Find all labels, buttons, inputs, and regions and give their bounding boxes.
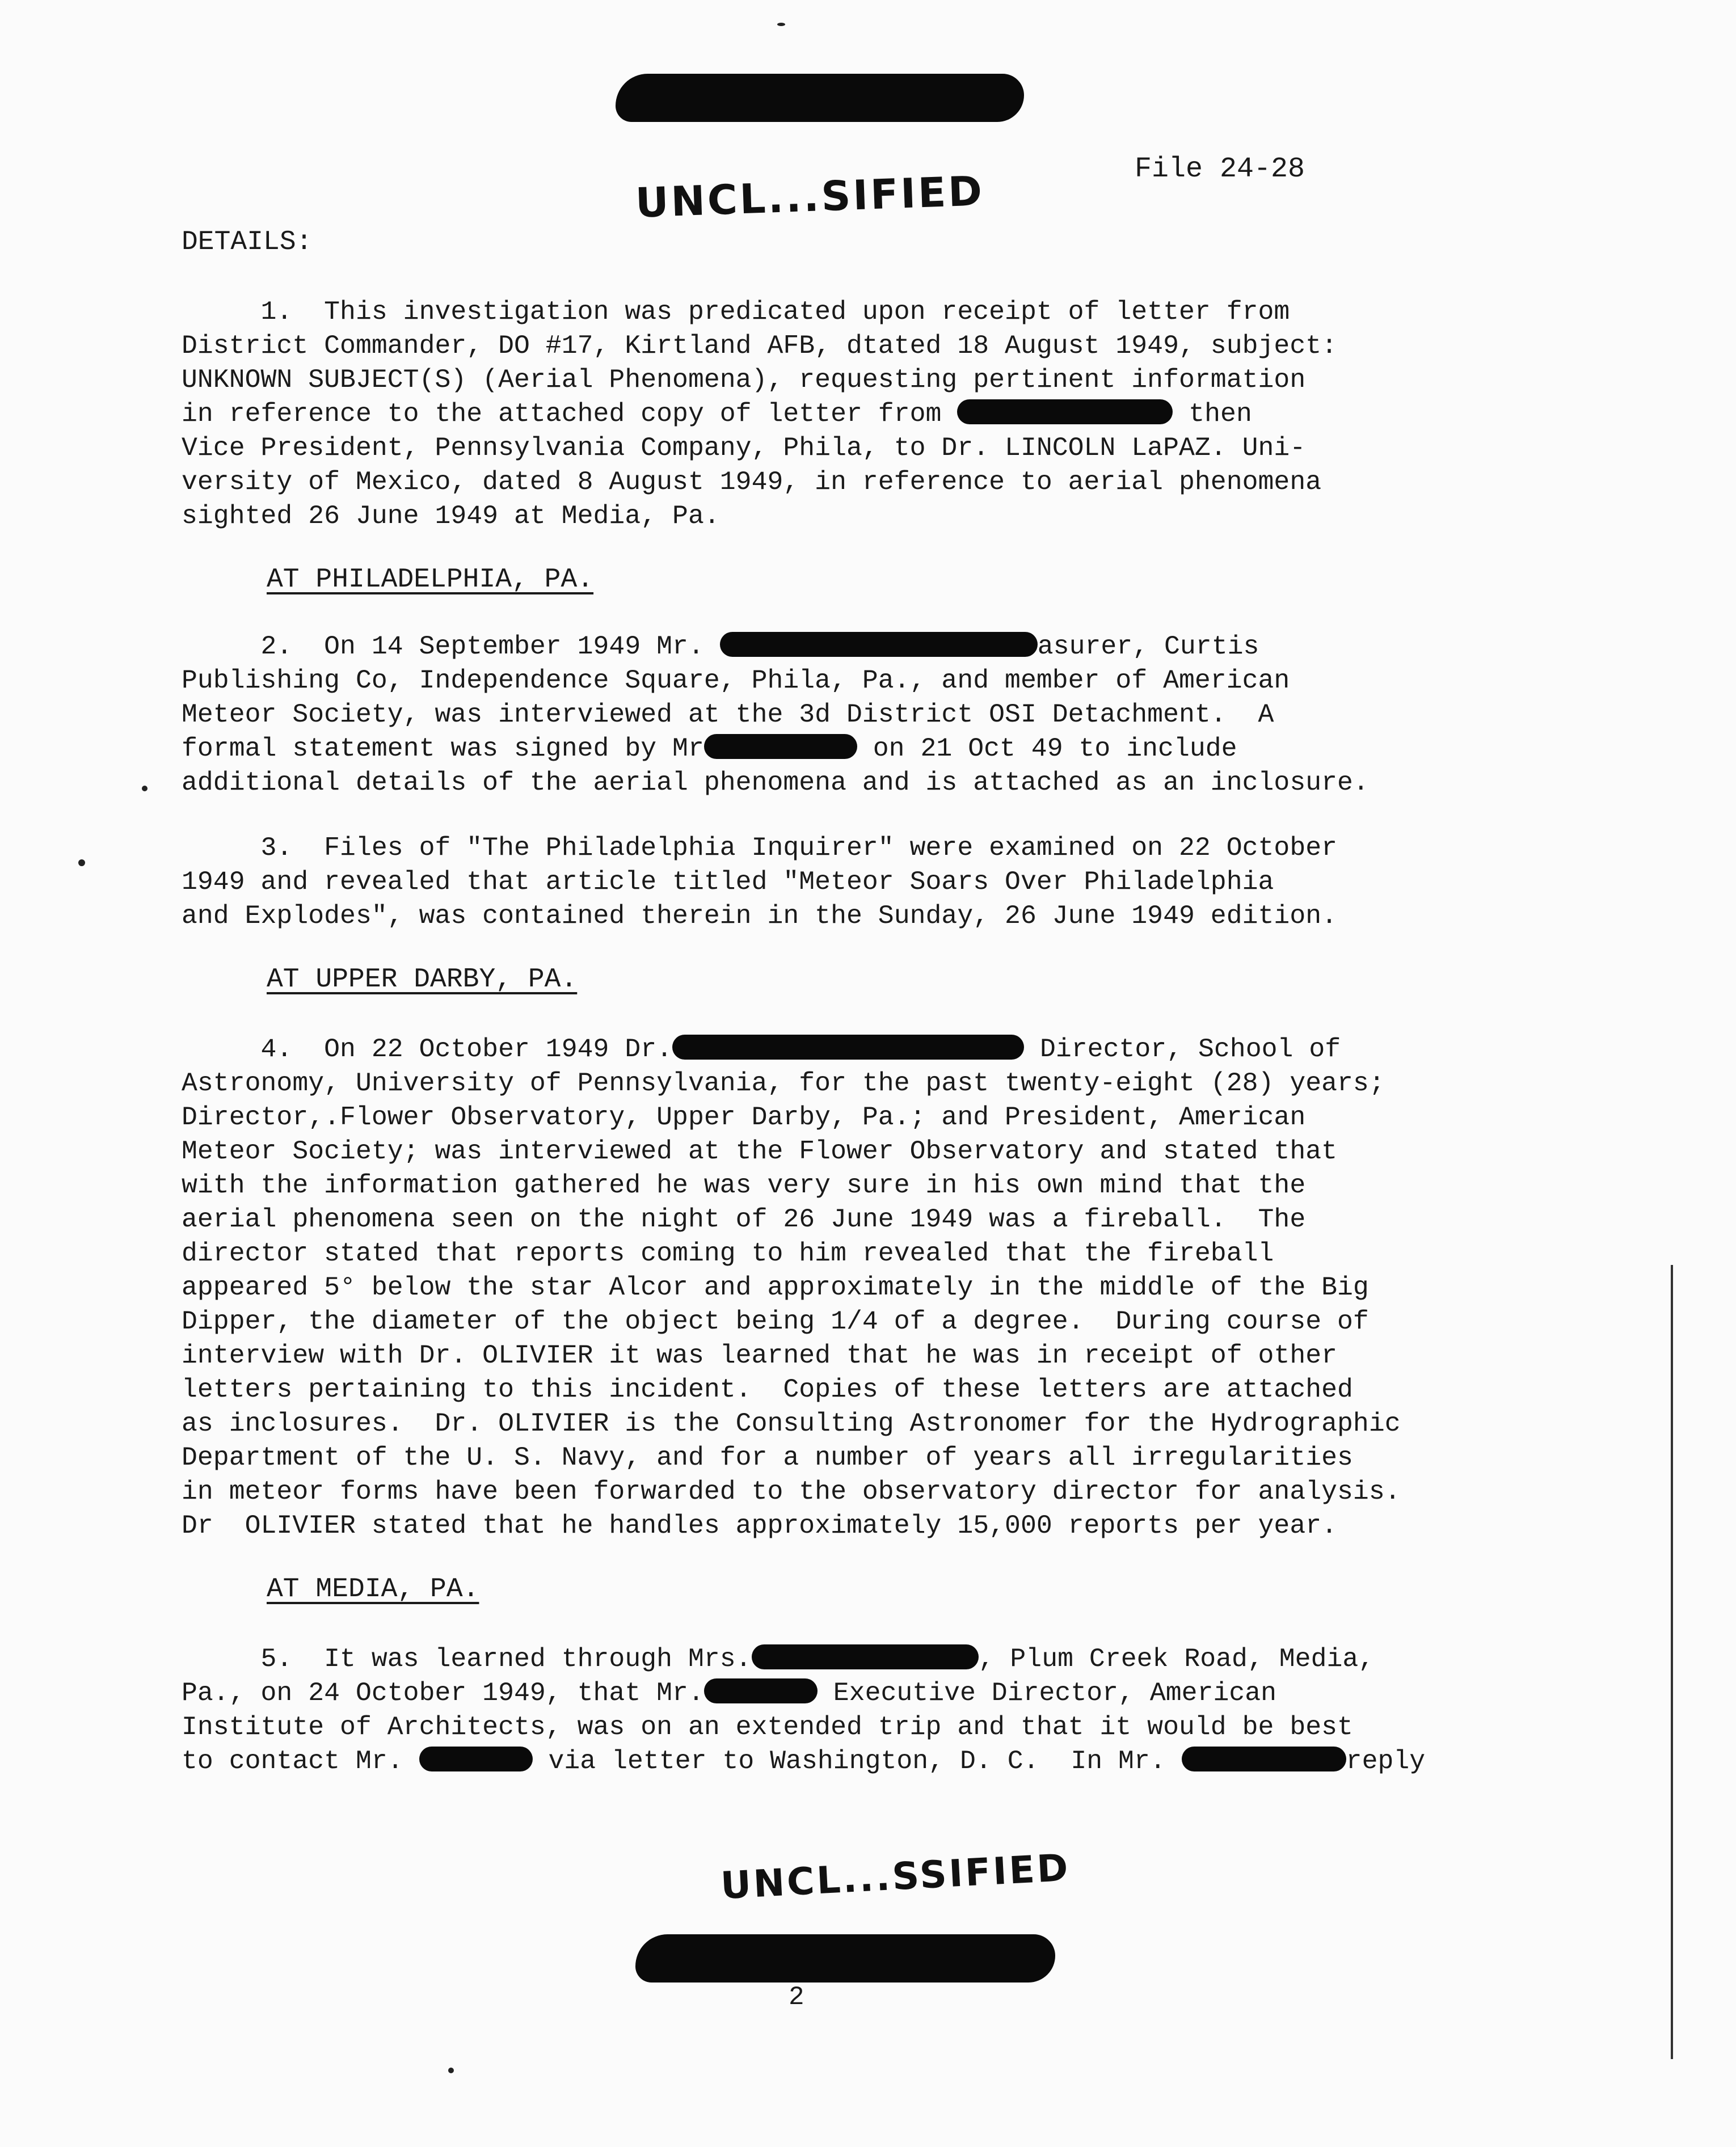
line-text: reply [1346, 1746, 1426, 1776]
scan-margin-line [1671, 1265, 1673, 2059]
paragraph-line: Vice President, Pennsylvania Company, Phila, to Dr. LINCOLN LaPAZ. Uni- [182, 433, 1306, 463]
paragraph-line: Meteor Society; was interviewed at the Flower Observatory and stated that [182, 1136, 1338, 1166]
paragraph-line [182, 1676, 1503, 1710]
paragraph-line: as inclosures. Dr. OLIVIER is the Consulting Astronomer for the Hydrographic [182, 1408, 1401, 1439]
paragraph-line: Director,.Flower Observatory, Upper Darby, Pa.; and President, American [182, 1102, 1306, 1132]
section-heading-philadelphia: AT PHILADELPHIA, PA. [267, 564, 594, 595]
line-text: to contact Mr. [182, 1746, 419, 1776]
line-text: on 21 Oct 49 to include [857, 733, 1237, 764]
line-text: then [1173, 399, 1252, 429]
top-classification-stamp: UNCL...SIFIED [634, 167, 985, 227]
paragraph-line: interview with Dr. OLIVIER it was learned that he was in receipt of other [182, 1340, 1338, 1370]
redaction [704, 1678, 818, 1703]
paragraph-line: additional details of the aerial phenomena and is attached as an inclosure. [182, 767, 1369, 798]
paragraph-line: and Explodes", was contained therein in the Sunday, 26 June 1949 edition. [182, 901, 1338, 931]
paragraph-line: Department of the U. S. Navy, and for a number of years all irregularities [182, 1442, 1353, 1473]
paragraph-line [182, 1744, 1503, 1778]
file-number: File 24-28 [1135, 153, 1305, 185]
line-text: via letter to Washington, D. C. In Mr. [532, 1746, 1182, 1776]
section-heading-media: AT MEDIA, PA. [267, 1574, 479, 1605]
paragraph-line: versity of Mexico, dated 8 August 1949, in reference to aerial phenomena [182, 467, 1322, 497]
line-text: Pa., on 24 October 1949, that Mr. [182, 1678, 704, 1708]
redaction [1182, 1747, 1346, 1771]
paragraph-line: letters pertaining to this incident. Copies of these letters are attached [182, 1374, 1353, 1404]
paragraph-line [182, 732, 1503, 766]
paragraph-line [182, 1032, 1503, 1066]
paragraph-line: appeared 5° below the star Alcor and approximately in the middle of the Big [182, 1272, 1369, 1302]
line-text: Executive Director, American [817, 1678, 1277, 1708]
paragraph-line: director stated that reports coming to him revealed that the fireball [182, 1238, 1274, 1268]
paragraph-line: sighted 26 June 1949 at Media, Pa. [182, 501, 720, 531]
line-text: 2. On 14 September 1949 Mr. [182, 631, 720, 661]
line-text: 4. On 22 October 1949 Dr. [182, 1034, 673, 1064]
paragraph-line: 1949 and revealed that article titled "Meteor Soars Over Philadelphia [182, 867, 1274, 897]
bottom-redaction-bar [635, 1934, 1055, 1983]
paragraph-line [182, 630, 1503, 664]
line-text: 5. It was learned through Mrs. [182, 1644, 752, 1674]
bottom-classification-stamp: UNCL...SSIFIED [719, 1845, 1072, 1908]
paragraph-line: Meteor Society, was interviewed at the 3d District OSI Detachment. A [182, 699, 1274, 729]
scan-speck [777, 23, 785, 26]
paragraph-line [182, 1642, 1503, 1676]
paragraph-line: Dipper, the diameter of the object being 1/4 of a degree. During course of [182, 1306, 1369, 1336]
scan-speck [142, 786, 148, 791]
redaction [752, 1644, 979, 1669]
line-text: formal statement was signed by Mr [182, 733, 704, 764]
paragraph-line: Institute of Architects, was on an extended trip and that it would be best [182, 1712, 1353, 1742]
paragraph-line: Dr OLIVIER stated that he handles approximately 15,000 reports per year. [182, 1511, 1338, 1541]
paragraph-line: with the information gathered he was very sure in his own mind that the [182, 1170, 1306, 1200]
redaction [704, 734, 857, 759]
paragraph-line: Astronomy, University of Pennsylvania, for the past twenty-eight (28) years; [182, 1068, 1385, 1098]
paragraph-line: Publishing Co, Independence Square, Phila, Pa., and member of American [182, 665, 1290, 695]
scan-speck [78, 859, 85, 866]
line-text: , Plum Creek Road, Media, [978, 1644, 1375, 1674]
scan-speck [448, 2068, 454, 2073]
redaction [419, 1747, 533, 1771]
page-number: 2 [789, 1983, 804, 2012]
section-heading-upper-darby: AT UPPER DARBY, PA. [267, 964, 578, 995]
paragraph-line: District Commander, DO #17, Kirtland AFB, dtated 18 August 1949, subject: [182, 331, 1338, 361]
redaction [720, 632, 1038, 657]
line-text: asurer, Curtis [1037, 631, 1259, 661]
paragraph-line [182, 397, 1503, 431]
paragraph-line: aerial phenomena seen on the night of 26 June 1949 was a fireball. The [182, 1204, 1306, 1234]
line-text: Director, School of [1024, 1034, 1341, 1064]
redaction [957, 399, 1173, 424]
paragraph-line: 1. This investigation was predicated upon receipt of letter from [182, 297, 1290, 327]
paragraph-line: 3. Files of "The Philadelphia Inquirer" were examined on 22 October [182, 833, 1338, 863]
paragraph-line: UNKNOWN SUBJECT(S) (Aerial Phenomena), requesting pertinent information [182, 365, 1306, 395]
details-heading: DETAILS: [182, 227, 313, 258]
paragraph-line: in meteor forms have been forwarded to the observatory director for analysis. [182, 1477, 1401, 1507]
redaction [672, 1035, 1024, 1060]
top-redaction-bar [616, 74, 1024, 122]
line-text: in reference to the attached copy of letter from [182, 399, 958, 429]
